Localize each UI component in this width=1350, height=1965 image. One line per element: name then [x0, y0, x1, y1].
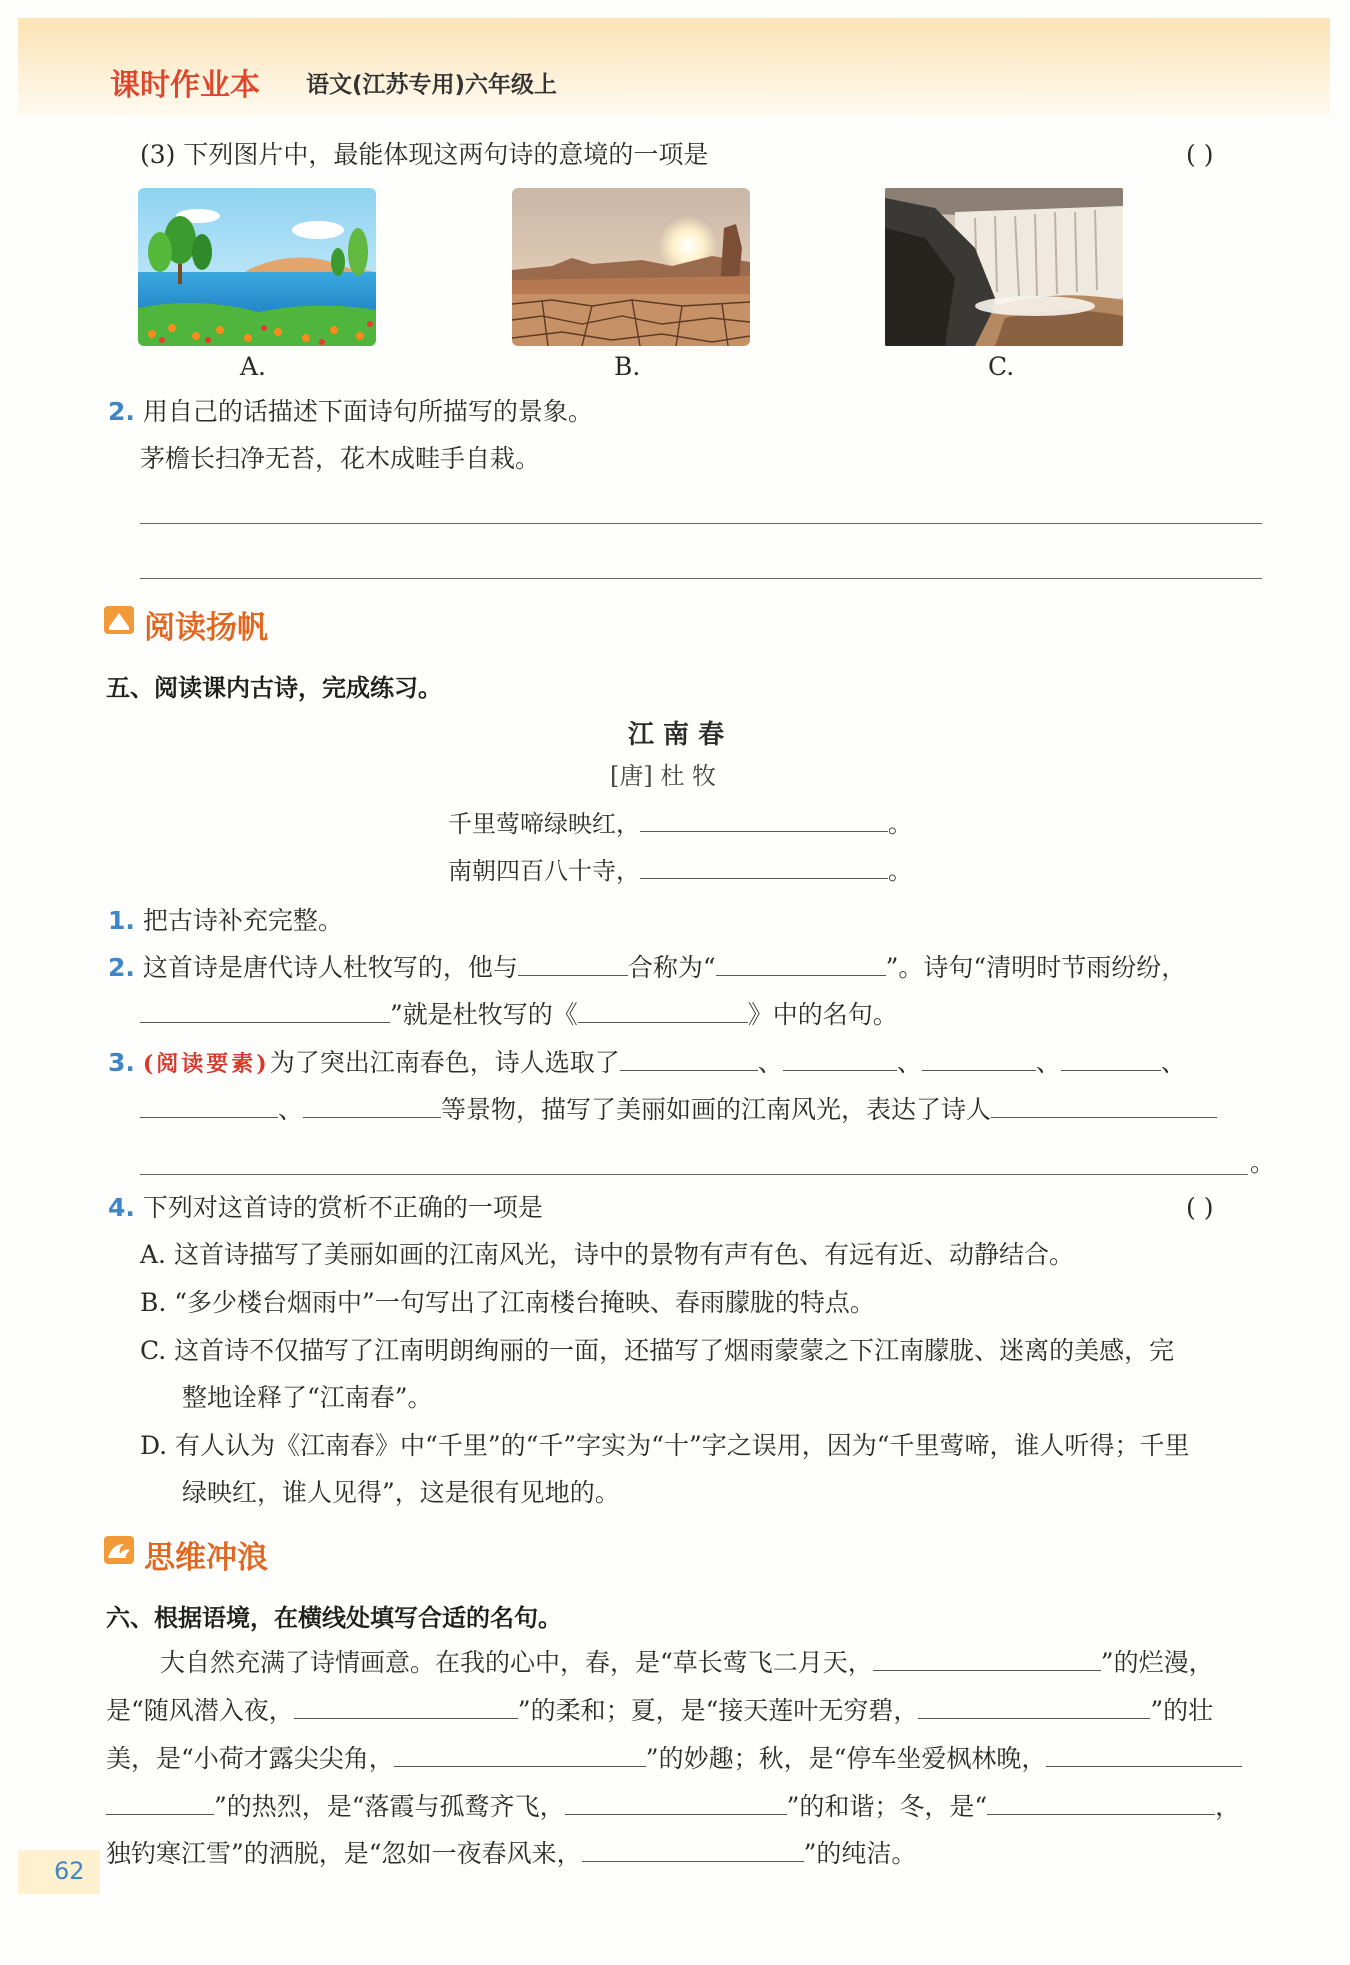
- item-3-text-b: 等景物，描写了美丽如画的江南风光，表达了诗人: [441, 1095, 992, 1124]
- fill-text-5b: ”的纯洁。: [803, 1839, 917, 1868]
- item-2-blank-title[interactable]: [716, 974, 886, 976]
- fill-text-5a: 独钓寒江雪”的洒脱，是“忽如一夜春风来，: [106, 1839, 582, 1868]
- item-2-line-1: [108, 953, 1186, 983]
- option-c-label: C.: [988, 352, 1015, 381]
- item-2-line-2: [140, 1000, 898, 1030]
- fill-paragraph-line-4: [106, 1792, 1240, 1822]
- fill-paragraph-line-1: [160, 1648, 1214, 1678]
- reading-section-title: 阅读扬帆: [144, 610, 268, 646]
- item-3-blank-6[interactable]: [303, 1116, 441, 1118]
- fill-blank-4[interactable]: [394, 1765, 646, 1767]
- item-3-sep-1: 、: [757, 1048, 783, 1077]
- item-3-sep-3: 、: [1035, 1048, 1061, 1077]
- page-number: 62: [54, 1857, 85, 1885]
- option-a-label: A.: [240, 352, 267, 381]
- item-3-number: 3.: [108, 1048, 135, 1077]
- item-2-number: 2.: [108, 953, 135, 982]
- item-4: [108, 1193, 543, 1223]
- fill-text-3a: 美，是“小荷才露尖尖角，: [106, 1744, 394, 1773]
- fill-blank-8[interactable]: [582, 1860, 804, 1862]
- item-3-sep-2: 、: [896, 1048, 922, 1077]
- fill-text-3b: ”的妙趣；秋，是“停车坐爱枫林晚，: [645, 1744, 1047, 1773]
- item-2-blank-verse[interactable]: [140, 1021, 390, 1023]
- fill-text-2c: ”的壮: [1150, 1696, 1214, 1725]
- item-3-sep-5: 、: [278, 1095, 304, 1124]
- item-3-answer-line[interactable]: [140, 1174, 1248, 1175]
- q2-desc-text: 用自己的话描述下面诗句所描写的景象。: [142, 397, 593, 426]
- thinking-question-heading: 六、根据语境，在横线处填写合适的名句。: [106, 1604, 562, 1632]
- poem-line-1-blank[interactable]: [640, 830, 888, 832]
- answer-line-1[interactable]: [140, 523, 1262, 524]
- item-3-line-2: [140, 1095, 1217, 1125]
- fill-blank-7[interactable]: [987, 1813, 1215, 1815]
- fill-paragraph-line-5: [106, 1839, 916, 1869]
- item-4-answer-paren[interactable]: ( ): [1186, 1193, 1214, 1222]
- item-3-line-1: [108, 1048, 1186, 1078]
- q3-text: (3) 下列图片中，最能体现这两句诗的意境的一项是: [140, 140, 709, 169]
- option-c-picture[interactable]: [885, 188, 1123, 346]
- item-3-text-a: 为了突出江南春色，诗人选取了: [269, 1048, 620, 1077]
- fill-text-1a: 大自然充满了诗情画意。在我的心中，春，是“草长莺飞二月天，: [160, 1648, 873, 1677]
- item-3-sep-4: 、: [1160, 1048, 1186, 1077]
- item-4-text: 下列对这首诗的赏析不正确的一项是: [142, 1193, 543, 1222]
- item-4-option-b: B. “多少楼台烟雨中”一句写出了江南楼台掩映、春雨朦胧的特点。: [140, 1288, 875, 1317]
- q2-desc-row: [108, 397, 593, 427]
- fill-text-4c: ，: [1215, 1792, 1241, 1821]
- item-2-blank-poem-name[interactable]: [578, 1021, 748, 1023]
- lake-landscape-icon: [138, 188, 376, 346]
- item-2-text-d: ”就是杜牧写的《: [390, 1000, 578, 1029]
- poem-author: [唐] 杜 牧: [610, 762, 716, 790]
- q2-desc-number: 2.: [108, 397, 135, 426]
- item-1: [108, 906, 343, 936]
- item-3-blank-3[interactable]: [922, 1069, 1036, 1071]
- thinking-section-icon: [104, 1536, 134, 1564]
- item-3-blank-4[interactable]: [1061, 1069, 1161, 1071]
- option-b-label: B.: [614, 352, 641, 381]
- poem-line-1-text: 千里莺啼绿映红，: [448, 810, 640, 838]
- fill-blank-6[interactable]: [565, 1813, 787, 1815]
- fill-text-4a: ”的热烈，是“落霞与孤鹜齐飞，: [214, 1792, 565, 1821]
- item-3-period: 。: [1250, 1148, 1276, 1177]
- fill-blank-1[interactable]: [873, 1669, 1101, 1671]
- fill-paragraph-line-2: [106, 1696, 1213, 1726]
- reading-question-heading: 五、阅读课内古诗，完成练习。: [106, 674, 442, 702]
- poem-line-2-blank[interactable]: [640, 877, 888, 879]
- waterfall-icon: [885, 188, 1123, 346]
- fill-paragraph-line-3: [106, 1744, 1242, 1774]
- fill-text-2b: ”的柔和；夏，是“接天莲叶无穷碧，: [517, 1696, 919, 1725]
- poem-line-2-text: 南朝四百八十寺，: [448, 857, 640, 885]
- answer-line-2[interactable]: [140, 578, 1262, 579]
- item-4-option-d-line-2: 绿映红，谁人见得”，这是很有见地的。: [182, 1478, 620, 1507]
- item-3-blank-1[interactable]: [620, 1069, 758, 1071]
- item-1-text: 把古诗补充完整。: [142, 906, 343, 935]
- item-4-option-d-line-1: D. 有人认为《江南春》中“千里”的“千”字实为“十”字之误用，因为“千里莺啼，谁人听得；千里: [140, 1431, 1190, 1460]
- q2-desc-poem-line: 茅檐长扫净无苔，花木成畦手自栽。: [140, 444, 541, 473]
- reading-section-icon: [104, 606, 134, 634]
- item-2-text-b: 合称为“: [627, 953, 716, 982]
- item-1-number: 1.: [108, 906, 135, 935]
- q3-answer-paren[interactable]: ( ): [1186, 140, 1214, 169]
- option-a-picture[interactable]: [138, 188, 376, 346]
- item-4-option-c-line-2: 整地诠释了“江南春”。: [182, 1383, 433, 1412]
- reading-element-badge: (阅读要素): [142, 1051, 270, 1077]
- item-4-number: 4.: [108, 1193, 135, 1222]
- item-4-option-a: A. 这首诗描写了美丽如画的江南风光，诗中的景物有声有色、有远有近、动静结合。: [140, 1240, 1074, 1269]
- fill-blank-2[interactable]: [294, 1717, 518, 1719]
- desert-sunset-icon: [512, 188, 750, 346]
- item-2-text-e: 》中的名句。: [747, 1000, 898, 1029]
- item-3-blank-5[interactable]: [140, 1116, 278, 1118]
- poem-line-1: [448, 810, 912, 839]
- poem-line-2: [448, 857, 912, 886]
- fill-text-1b: ”的烂漫，: [1100, 1648, 1214, 1677]
- option-b-picture[interactable]: [512, 188, 750, 346]
- fill-text-2a: 是“随风潜入夜，: [106, 1696, 294, 1725]
- item-3-blank-feeling[interactable]: [991, 1116, 1217, 1118]
- item-2-blank-poet[interactable]: [518, 974, 628, 976]
- item-2-text-a: 这首诗是唐代诗人杜牧写的，他与: [142, 953, 518, 982]
- poem-line-1-end: 。: [888, 810, 912, 838]
- thinking-section-title: 思维冲浪: [144, 1540, 268, 1576]
- fill-text-4b: ”的和谐；冬，是“: [786, 1792, 988, 1821]
- fill-blank-5[interactable]: [1046, 1765, 1242, 1767]
- item-3-blank-2[interactable]: [783, 1069, 897, 1071]
- item-4-option-c-line-1: C. 这首诗不仅描写了江南明朗绚丽的一面，还描写了烟雨蒙蒙之下江南朦胧、迷离的美感，完: [140, 1336, 1175, 1365]
- fill-blank-5-continued[interactable]: [106, 1813, 214, 1815]
- poem-line-2-end: 。: [888, 857, 912, 885]
- subject-title: 语文(江苏专用)六年级上: [306, 72, 558, 98]
- series-title: 课时作业本: [110, 68, 260, 103]
- fill-blank-3[interactable]: [918, 1717, 1150, 1719]
- item-2-text-c: ”。诗句“清明时节雨纷纷，: [885, 953, 1187, 982]
- poem-title: 江 南 春: [628, 720, 725, 750]
